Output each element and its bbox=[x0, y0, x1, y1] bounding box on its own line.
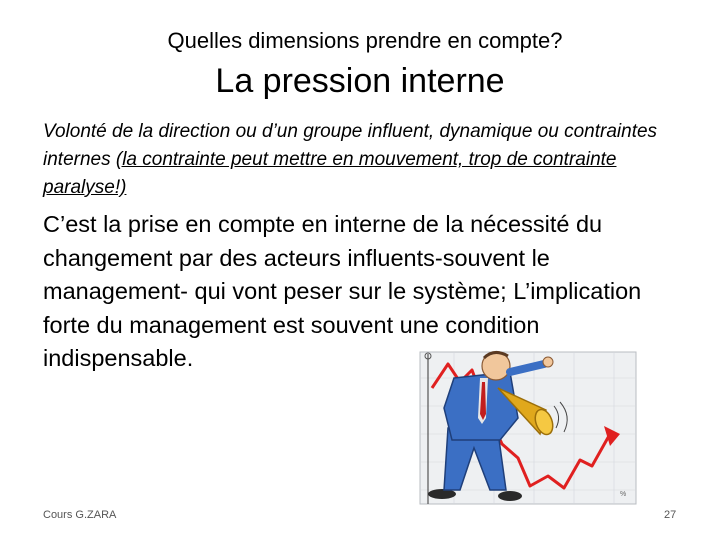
intro-paragraph bbox=[43, 118, 673, 202]
footer-author: Cours G.ZARA bbox=[43, 509, 117, 521]
slide-title: La pression interne bbox=[215, 62, 505, 100]
svg-text:%: % bbox=[620, 491, 627, 498]
intro-underlined-text: (la contrainte peut mettre en mouvement, trop de contrainte paralyse!) bbox=[43, 149, 617, 198]
manager-megaphone-rising-chart-illustration bbox=[414, 348, 640, 508]
slide-subtitle: Quelles dimensions prendre en compte? bbox=[167, 28, 563, 53]
body-paragraph: C’est la prise en compte en interne de la nécessité du changement par des acteurs influents-souvent le management- qui vont peser sur le système; L’implication forte du management est souvent une condition indispensable. bbox=[43, 211, 642, 371]
intro-text: Volonté de la direction ou d’un groupe influent, dynamique ou contraintes internes bbox=[43, 121, 658, 170]
page-number: 27 bbox=[664, 509, 677, 521]
